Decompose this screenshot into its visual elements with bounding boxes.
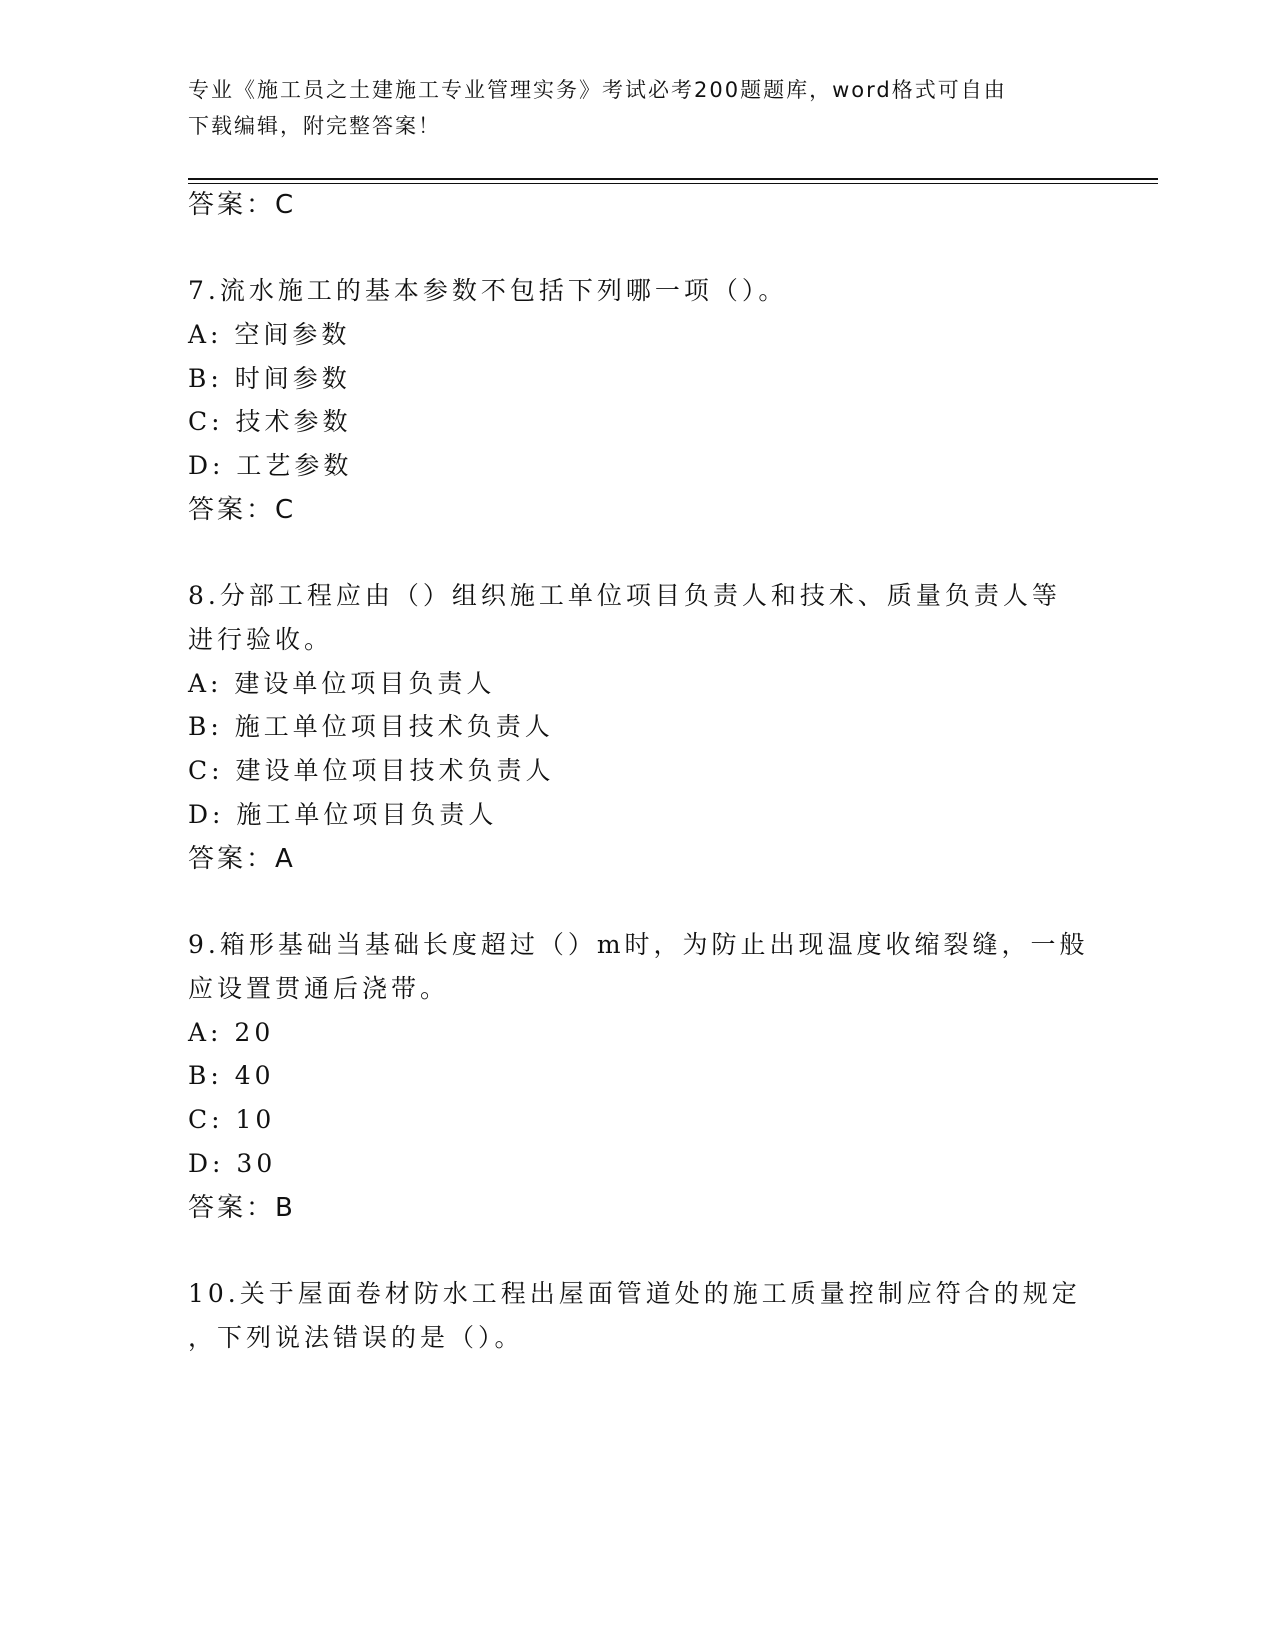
question-7-option-c: C: 技术参数 — [188, 407, 352, 436]
header-divider-thin — [188, 183, 1158, 184]
question-9-option-d: D: 30 — [188, 1149, 277, 1178]
question-9-option-b: B: 40 — [188, 1061, 275, 1090]
question-7-option-b: B: 时间参数 — [188, 364, 351, 393]
question-9-option-a: A: 20 — [188, 1018, 275, 1047]
header-line-2: 下载编辑，附完整答案！ — [188, 114, 441, 138]
header-divider-thick — [188, 178, 1158, 180]
question-10-stem-line-2: ，下列说法错误的是（）。 — [188, 1323, 524, 1352]
question-8-option-c: C: 建设单位项目技术负责人 — [188, 756, 555, 785]
question-9-option-c: C: 10 — [188, 1105, 276, 1134]
question-7-stem: 7.流水施工的基本参数不包括下列哪一项（）。 — [188, 276, 788, 305]
question-8-stem-line-1: 8.分部工程应由（）组织施工单位项目负责人和技术、质量负责人等 — [188, 581, 1061, 610]
document-header — [188, 72, 1078, 144]
question-10-stem-line-1: 10.关于屋面卷材防水工程出屋面管道处的施工质量控制应符合的规定 — [188, 1279, 1081, 1308]
question-8-stem-line-2: 进行验收。 — [188, 625, 334, 654]
question-7-option-a: A: 空间参数 — [188, 320, 351, 349]
question-8-option-a: A: 建设单位项目负责人 — [188, 669, 496, 698]
question-8-option-d: D: 施工单位项目负责人 — [188, 800, 498, 829]
question-8-option-b: B: 施工单位项目技术负责人 — [188, 712, 554, 741]
header-line-1: 专业《施工员之土建施工专业管理实务》考试必考200题题库，word格式可自由 — [188, 78, 1007, 102]
question-7-option-d: D: 工艺参数 — [188, 451, 353, 480]
question-8-answer: 答案：A — [188, 844, 296, 874]
answer-previous: 答案：C — [188, 190, 297, 220]
question-9-stem-line-1: 9.箱形基础当基础长度超过（）m时，为防止出现温度收缩裂缝，一般 — [188, 930, 1089, 959]
question-9-stem-line-2: 应设置贯通后浇带。 — [188, 974, 450, 1003]
question-9-answer: 答案：B — [188, 1193, 296, 1223]
question-7-answer: 答案：C — [188, 495, 297, 525]
